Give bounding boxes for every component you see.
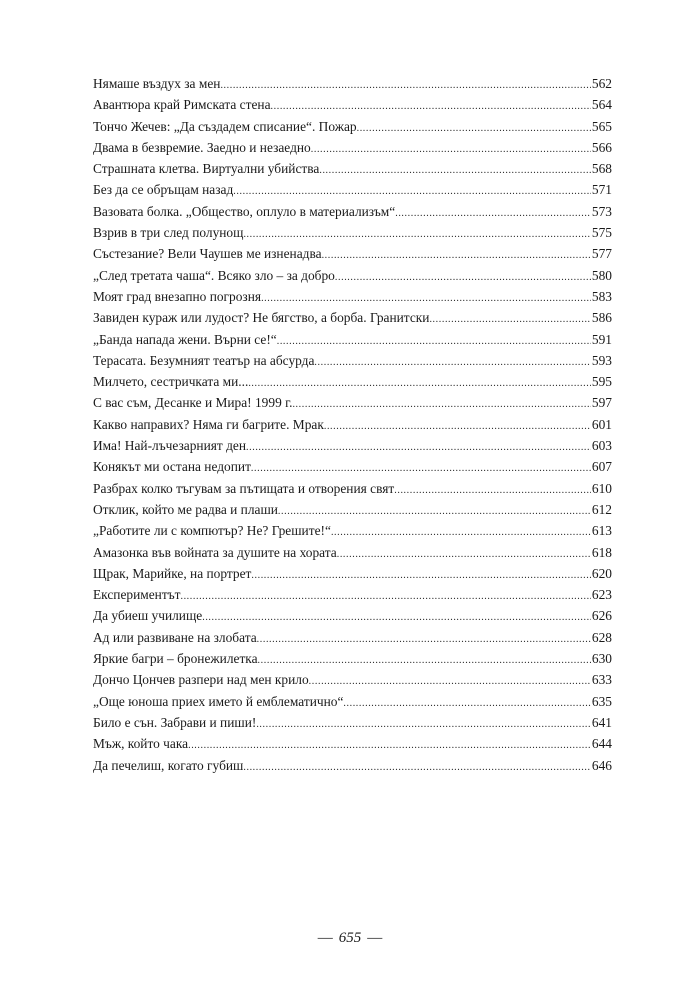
toc-entry-page: 580 [591, 267, 612, 283]
toc-entry [93, 222, 612, 243]
dot-leader [261, 288, 591, 309]
toc-entry-page: 644 [591, 736, 612, 752]
toc-entry-page: 626 [591, 608, 612, 624]
dot-leader [246, 437, 591, 458]
toc-entry [93, 584, 612, 605]
dot-leader [395, 203, 591, 224]
toc-entry-title: Авантюра край Римската стена [93, 97, 271, 113]
toc-entry-page: 591 [591, 331, 612, 347]
toc-entry-title: Тончо Жечев: „Да създадем списание“. Пожар [93, 118, 357, 134]
toc-entry-page: 612 [591, 501, 612, 517]
toc-entry-page: 593 [591, 352, 612, 368]
dot-leader [248, 373, 591, 394]
footer-dash-right: — [367, 930, 383, 946]
toc-entry-title: Взрив в три след полунощ [93, 225, 244, 241]
dot-leader [394, 480, 591, 501]
toc-entry [93, 542, 612, 563]
toc-entry-title: „След третата чаша“. Всяко зло – за добро [93, 267, 335, 283]
toc-entry-title: Да печелиш, когато губиш [93, 757, 244, 773]
toc-entry-title: Щрак, Марийке, на портрет [93, 565, 252, 581]
dot-leader [292, 394, 590, 415]
footer-dash-left: — [317, 930, 333, 946]
dot-leader [243, 224, 590, 245]
toc-entry-page: 564 [591, 97, 612, 113]
toc-entry [93, 669, 612, 690]
dot-leader [343, 693, 591, 714]
toc-entry-title: Конякът ми остана недопит [93, 459, 251, 475]
toc-entry-page: 630 [591, 651, 612, 667]
toc-entry [93, 499, 612, 520]
dot-leader [220, 75, 590, 96]
toc-entry [93, 201, 612, 222]
toc-entry [93, 733, 612, 754]
dot-leader [233, 181, 591, 202]
toc-entry-title: Моят град внезапно погрозня [93, 288, 262, 304]
dot-leader [319, 160, 591, 181]
toc-entry-page: 577 [591, 246, 612, 262]
toc-entry-page: 641 [591, 714, 612, 730]
dot-leader [180, 586, 590, 607]
toc-entry [93, 286, 612, 307]
toc-entry-page: 623 [591, 587, 612, 603]
dot-leader [256, 714, 591, 735]
page-number-footer [0, 930, 700, 947]
toc-entry [93, 350, 612, 371]
toc-entry-page: 601 [591, 416, 612, 432]
toc-entry-page: 597 [591, 395, 612, 411]
dot-leader [202, 607, 591, 628]
toc-entry-title: Двама в безвремие. Заедно и незаедно [93, 139, 311, 155]
toc-entry-title: Амазонка във войната за душите на хората [93, 544, 337, 560]
dot-leader [322, 245, 591, 266]
toc-entry-title: „Работите ли с компютър? Не? Грешите!“ [93, 523, 331, 539]
toc-entry-title: Терасата. Безумният театър на абсурда [93, 352, 315, 368]
toc-entry-page: 633 [591, 672, 612, 688]
toc-entry-title: Отклик, който ме радва и плаши [93, 501, 278, 517]
dot-leader [188, 735, 591, 756]
dot-leader [271, 96, 591, 117]
toc-entry-page: 610 [591, 480, 612, 496]
toc-entry-title: Вазовата болка. „Общество, оплуло в материализъм“ [93, 203, 396, 219]
toc-entry [93, 691, 612, 712]
toc-entry [93, 456, 612, 477]
dot-leader [277, 331, 591, 352]
toc-entry [93, 435, 612, 456]
dot-leader [429, 309, 590, 330]
toc-entry [93, 307, 612, 328]
dot-leader [251, 565, 591, 586]
toc-entry-title: Дончо Цончев разпери над мен крило [93, 672, 309, 688]
toc-entry-title: „Още юноша приех името й емблематично“ [93, 693, 344, 709]
toc-entry-page: 586 [591, 310, 612, 326]
dot-leader [314, 352, 590, 373]
toc-entry-title: Да убиеш училище [93, 608, 203, 624]
toc-entry [93, 414, 612, 435]
toc-entry [93, 158, 612, 179]
toc-entry [93, 563, 612, 584]
toc-entry-title: Мъж, който чака [93, 736, 189, 752]
toc-entry [93, 627, 612, 648]
toc-entry-title: Експериментът [93, 587, 181, 603]
toc-entry-title: Нямаше въздух за мен [93, 76, 221, 91]
toc-entry-title: Без да се обръщам назад [93, 182, 234, 198]
dot-leader [324, 416, 591, 437]
toc-entry [93, 478, 612, 499]
dot-leader [331, 522, 591, 543]
toc-entry-page: 571 [591, 182, 612, 198]
toc-entry-page: 573 [591, 203, 612, 219]
toc-entry [93, 605, 612, 626]
dot-leader [258, 650, 591, 671]
toc-entry [93, 265, 612, 286]
toc-entry-title: Страшната клетва. Виртуални убийства [93, 161, 320, 177]
toc-entry-title: Било е сън. Забрави и пиши! [93, 714, 257, 730]
toc-entry-page: 565 [591, 118, 612, 134]
dot-leader [251, 458, 591, 479]
toc-entry [93, 137, 612, 158]
dot-leader [243, 757, 591, 778]
toc-entry-page: 620 [591, 565, 612, 581]
dot-leader [309, 671, 591, 692]
toc-entry-page: 562 [591, 76, 612, 91]
toc-entry [93, 520, 612, 541]
toc-entry-title: Какво направих? Няма ги багрите. Мрак [93, 416, 324, 432]
toc-entry-page: 566 [591, 139, 612, 155]
page-number: 655 [338, 930, 362, 946]
toc-entry [93, 648, 612, 669]
toc-entry-page: 618 [591, 544, 612, 560]
toc-entry-title: С вас съм, Десанке и Мира! 1999 г. [93, 395, 293, 411]
toc-entry-title: „Банда напада жени. Върни се!“ [93, 331, 277, 347]
toc-entry-title: Разбрах колко тъгувам за пътищата и отворения свят [93, 480, 395, 496]
toc-entry-page: 607 [591, 459, 612, 475]
table-of-contents [93, 73, 612, 776]
toc-entry-page: 613 [591, 523, 612, 539]
toc-entry [93, 116, 612, 137]
toc-entry-page: 575 [591, 225, 612, 241]
dot-leader [278, 501, 591, 522]
toc-entry [93, 392, 612, 413]
toc-entry [93, 179, 612, 200]
toc-entry-page: 646 [591, 757, 612, 773]
toc-entry [93, 94, 612, 115]
dot-leader [335, 267, 591, 288]
toc-entry [93, 371, 612, 392]
dot-leader [311, 139, 591, 160]
toc-entry [93, 329, 612, 350]
dot-leader [337, 544, 591, 565]
toc-entry [93, 73, 612, 94]
toc-entry-page: 628 [591, 629, 612, 645]
toc-entry-title: Милчето, сестричката ми... [93, 374, 249, 390]
toc-entry-title: Има! Най-лъчезарният ден [93, 438, 247, 454]
dot-leader [357, 118, 591, 139]
toc-entry-page: 603 [591, 438, 612, 454]
toc-entry [93, 755, 612, 776]
toc-entry-title: Състезание? Вели Чаушев ме изненадва [93, 246, 322, 262]
toc-entry-page: 635 [591, 693, 612, 709]
toc-entry-page: 568 [591, 161, 612, 177]
toc-entry [93, 712, 612, 733]
toc-entry-page: 583 [591, 288, 612, 304]
toc-entry-title: Ад или развиване на злобата [93, 629, 257, 645]
toc-entry [93, 243, 612, 264]
toc-entry-title: Завиден кураж или лудост? Не бягство, а борба. Гранитски [93, 310, 430, 326]
toc-entry-title: Яркие багри – бронежилетка [93, 651, 258, 667]
dot-leader [257, 629, 591, 650]
toc-entry-page: 595 [591, 374, 612, 390]
